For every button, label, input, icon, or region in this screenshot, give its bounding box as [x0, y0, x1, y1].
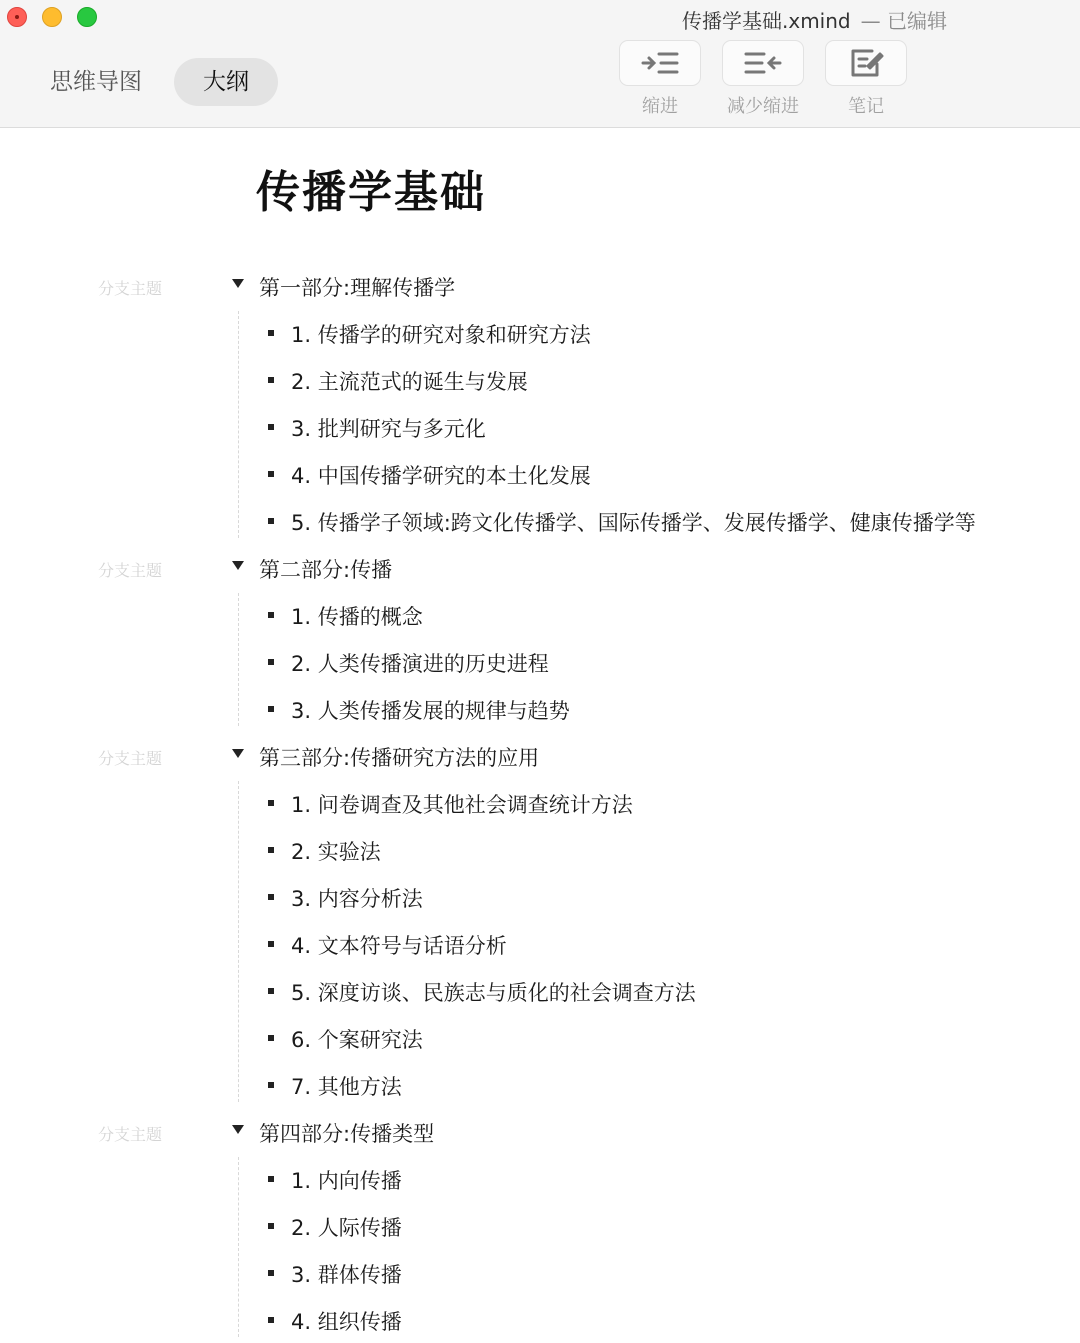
- list-item[interactable]: [0, 403, 1080, 450]
- bullet-icon: [268, 1223, 274, 1229]
- section-title[interactable]: 第四部分:传播类型: [259, 1122, 435, 1146]
- list-item[interactable]: [0, 685, 1080, 732]
- maximize-window-button[interactable]: [77, 7, 97, 27]
- section-row[interactable]: [0, 262, 1080, 309]
- item-text[interactable]: 2. 人类传播演进的历史进程: [291, 652, 549, 676]
- indent-button[interactable]: [619, 40, 701, 86]
- bullet-icon: [268, 1317, 274, 1323]
- list-item[interactable]: [0, 356, 1080, 403]
- section-title[interactable]: 第三部分:传播研究方法的应用: [259, 746, 540, 770]
- bullet-icon: [268, 612, 274, 618]
- outline-section: [0, 732, 1080, 1108]
- bullet-icon: [268, 1035, 274, 1041]
- window-title: [682, 5, 947, 34]
- outdent-button[interactable]: [722, 40, 804, 86]
- note-button[interactable]: [825, 40, 907, 86]
- bullet-icon: [268, 800, 274, 806]
- indent-tool[interactable]: [619, 40, 701, 118]
- note-label: 笔记: [848, 96, 884, 117]
- section-items: [0, 309, 1080, 544]
- item-text[interactable]: 6. 个案研究法: [291, 1028, 423, 1052]
- indent-label: 缩进: [642, 96, 678, 117]
- list-item[interactable]: [0, 920, 1080, 967]
- item-text[interactable]: 2. 人际传播: [291, 1216, 402, 1240]
- outdent-tool[interactable]: [722, 40, 804, 118]
- item-text[interactable]: 4. 组织传播: [291, 1310, 402, 1334]
- section-row[interactable]: [0, 544, 1080, 591]
- tab-mindmap[interactable]: 思维导图: [50, 69, 142, 95]
- bullet-icon: [268, 1270, 274, 1276]
- outline-root-title[interactable]: 传播学基础: [256, 167, 486, 218]
- item-text[interactable]: 7. 其他方法: [291, 1075, 402, 1099]
- item-text[interactable]: 1. 内向传播: [291, 1169, 402, 1193]
- list-item[interactable]: [0, 967, 1080, 1014]
- item-text[interactable]: 2. 实验法: [291, 840, 381, 864]
- collapse-caret-icon[interactable]: [232, 561, 244, 570]
- collapse-caret-icon[interactable]: [232, 749, 244, 758]
- list-item[interactable]: [0, 450, 1080, 497]
- section-title[interactable]: 第一部分:理解传播学: [259, 276, 456, 300]
- outline-section: [0, 262, 1080, 544]
- list-item[interactable]: [0, 309, 1080, 356]
- outline-section: [0, 1108, 1080, 1343]
- outline-body: [0, 262, 1080, 1343]
- item-text[interactable]: 3. 群体传播: [291, 1263, 402, 1287]
- bullet-icon: [268, 1176, 274, 1182]
- bullet-icon: [268, 518, 274, 524]
- list-item[interactable]: [0, 779, 1080, 826]
- list-item[interactable]: [0, 873, 1080, 920]
- section-items: [0, 779, 1080, 1108]
- item-text[interactable]: 5. 传播学子领域:跨文化传播学、国际传播学、发展传播学、健康传播学等: [291, 511, 976, 535]
- section-items: [0, 591, 1080, 732]
- indent-icon: [640, 50, 680, 76]
- list-item[interactable]: [0, 497, 1080, 544]
- list-item[interactable]: [0, 1296, 1080, 1343]
- item-text[interactable]: 4. 中国传播学研究的本土化发展: [291, 464, 591, 488]
- section-row[interactable]: [0, 732, 1080, 779]
- note-edit-icon: [848, 48, 884, 78]
- item-text[interactable]: 3. 人类传播发展的规律与趋势: [291, 699, 570, 723]
- window-toolbar: [0, 0, 1080, 128]
- bullet-icon: [268, 941, 274, 947]
- outdent-icon: [743, 50, 783, 76]
- collapse-caret-icon[interactable]: [232, 1125, 244, 1134]
- edit-status: — 已编辑: [860, 9, 947, 33]
- branch-topic-badge: 分支主题: [98, 561, 163, 580]
- branch-topic-badge: 分支主题: [98, 279, 163, 298]
- bullet-icon: [268, 424, 274, 430]
- bullet-icon: [268, 988, 274, 994]
- branch-topic-badge: 分支主题: [98, 749, 163, 768]
- list-item[interactable]: [0, 638, 1080, 685]
- item-text[interactable]: 2. 主流范式的诞生与发展: [291, 370, 528, 394]
- bullet-icon: [268, 659, 274, 665]
- item-text[interactable]: 1. 传播的概念: [291, 605, 423, 629]
- item-text[interactable]: 1. 问卷调查及其他社会调查统计方法: [291, 793, 633, 817]
- list-item[interactable]: [0, 591, 1080, 638]
- close-window-button[interactable]: [7, 7, 27, 27]
- list-item[interactable]: [0, 1202, 1080, 1249]
- item-text[interactable]: 5. 深度访谈、民族志与质化的社会调查方法: [291, 981, 696, 1005]
- tab-outline[interactable]: 大纲: [174, 58, 278, 106]
- note-tool[interactable]: [825, 40, 907, 118]
- bullet-icon: [268, 377, 274, 383]
- branch-topic-badge: 分支主题: [98, 1125, 163, 1144]
- list-item[interactable]: [0, 1249, 1080, 1296]
- item-text[interactable]: 4. 文本符号与话语分析: [291, 934, 507, 958]
- item-text[interactable]: 3. 批判研究与多元化: [291, 417, 486, 441]
- file-name: 传播学基础.xmind: [682, 9, 851, 33]
- list-item[interactable]: [0, 826, 1080, 873]
- section-title[interactable]: 第二部分:传播: [259, 558, 393, 582]
- minimize-window-button[interactable]: [42, 7, 62, 27]
- bullet-icon: [268, 847, 274, 853]
- section-items: [0, 1155, 1080, 1343]
- bullet-icon: [268, 471, 274, 477]
- list-item[interactable]: [0, 1061, 1080, 1108]
- section-row[interactable]: [0, 1108, 1080, 1155]
- collapse-caret-icon[interactable]: [232, 279, 244, 288]
- bullet-icon: [268, 894, 274, 900]
- item-text[interactable]: 1. 传播学的研究对象和研究方法: [291, 323, 591, 347]
- list-item[interactable]: [0, 1014, 1080, 1061]
- outline-section: [0, 544, 1080, 732]
- bullet-icon: [268, 706, 274, 712]
- outdent-label: 减少缩进: [727, 96, 799, 117]
- bullet-icon: [268, 330, 274, 336]
- list-item[interactable]: [0, 1155, 1080, 1202]
- item-text[interactable]: 3. 内容分析法: [291, 887, 423, 911]
- bullet-icon: [268, 1082, 274, 1088]
